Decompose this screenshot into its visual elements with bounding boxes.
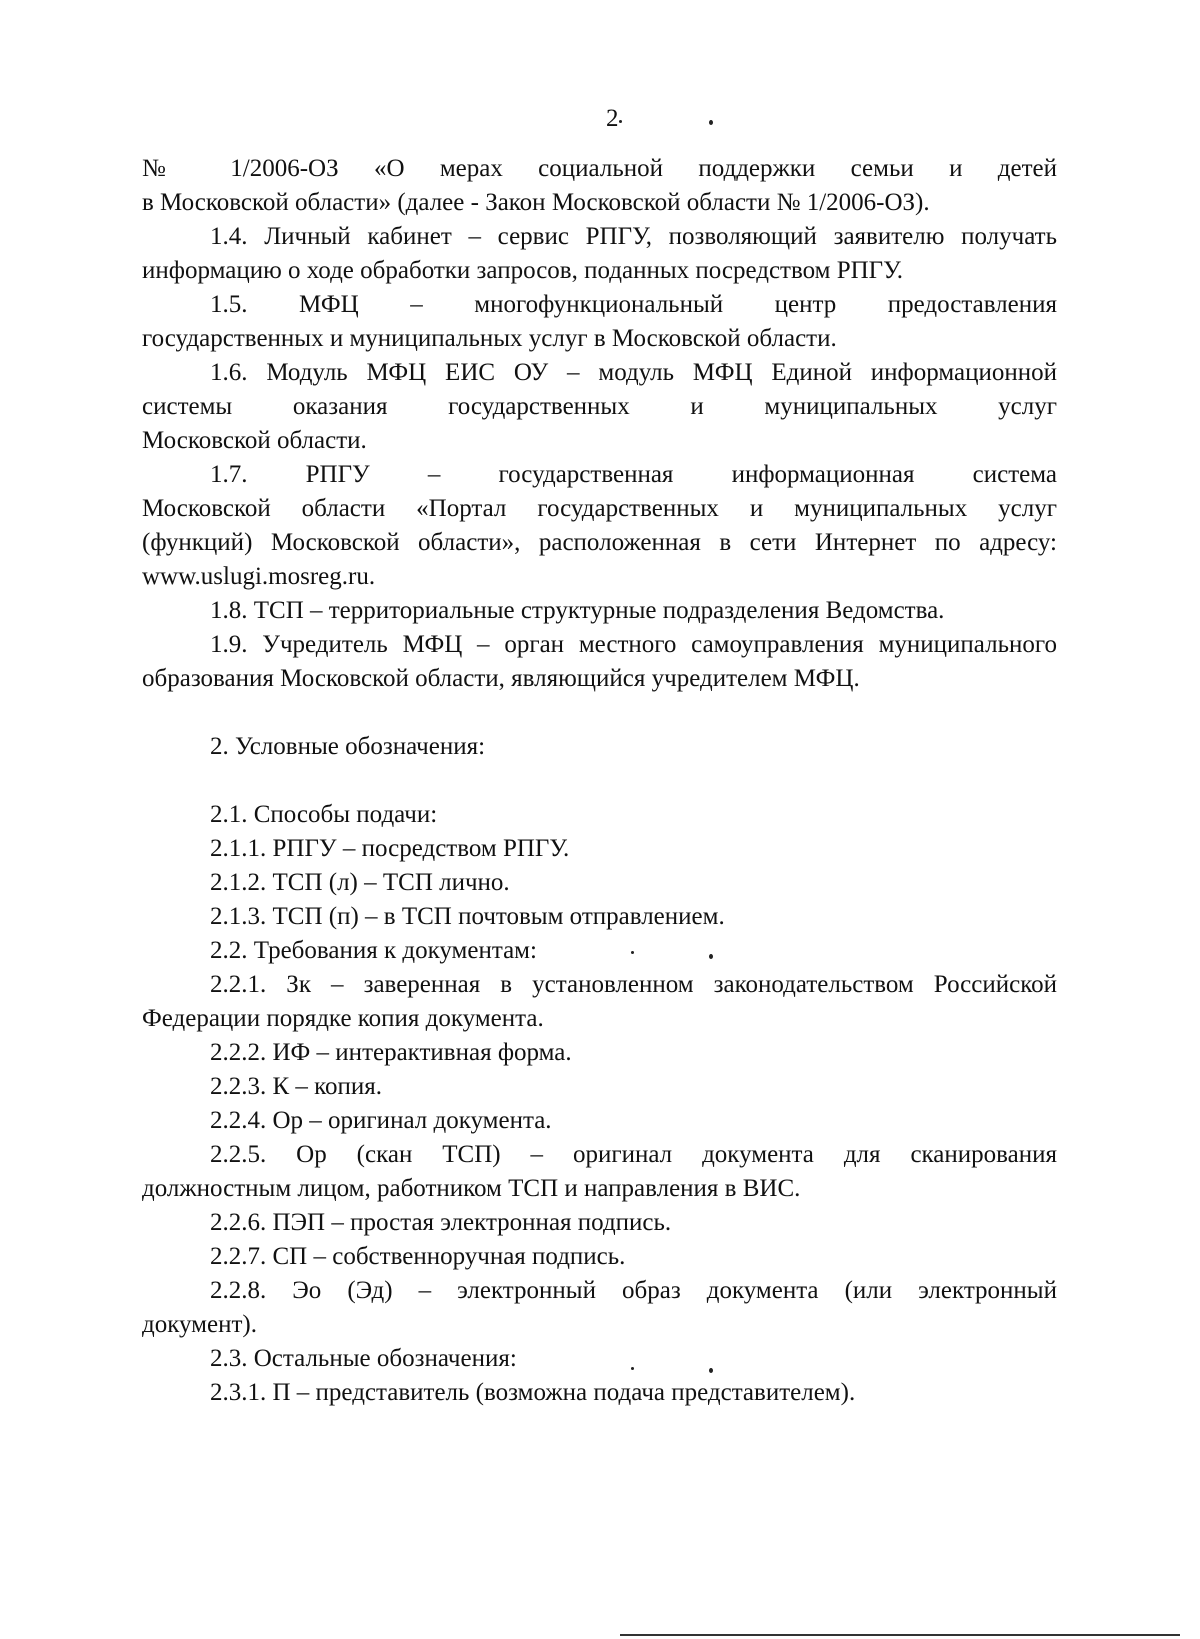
paragraph-1-6-line1: 1.6. Модуль МФЦ ЕИС ОУ – модуль МФЦ Единой информационной (210, 359, 1057, 386)
item-2-1: 2.1. Способы подачи: (210, 801, 438, 828)
paragraph-1-7-line2: Московской области «Портал государственных и муниципальных услуг (142, 495, 1057, 522)
item-2-3: 2.3. Остальные обозначения: (210, 1345, 517, 1372)
paragraph-1-4-line1: 1.4. Личный кабинет – сервис РПГУ, позволяющий заявителю получать (210, 223, 1057, 250)
item-2-2-1-line2: Федерации порядке копия документа. (142, 1005, 544, 1032)
item-2-1-1: 2.1.1. РПГУ – посредством РПГУ. (210, 835, 570, 862)
item-2-2-5-line1: 2.2.5. Ор (скан ТСП) – оригинал документа для сканирования (210, 1141, 1057, 1168)
paragraph-1-9-line1: 1.9. Учредитель МФЦ – орган местного самоуправления муниципального (210, 631, 1057, 658)
paragraph-law-ref-line2: в Московской области» (далее - Закон Московской области № 1/2006-ОЗ). (142, 189, 930, 216)
item-2-2-8-line1: 2.2.8. Эо (Эд) – электронный образ документа (или электронный (210, 1277, 1057, 1304)
item-2-1-2: 2.1.2. ТСП (л) – ТСП лично. (210, 869, 510, 896)
paragraph-1-6-line3: Московской области. (142, 427, 367, 454)
item-2-2-6: 2.2.6. ПЭП – простая электронная подпись. (210, 1209, 672, 1236)
section-2-heading: 2. Условные обозначения: (210, 733, 486, 760)
scan-speck (709, 1368, 713, 1373)
scan-speck (631, 951, 634, 954)
item-2-2-3: 2.2.3. К – копия. (210, 1073, 383, 1100)
paragraph-1-5-line1: 1.5. МФЦ – многофункциональный центр предоставления (210, 291, 1057, 318)
paragraph-1-4-line2: информацию о ходе обработки запросов, поданных посредством РПГУ. (142, 257, 903, 284)
paragraph-law-ref-line1: № 1/2006-ОЗ «О мерах социальной поддержки семьи и детей (142, 155, 1057, 182)
item-2-2-7: 2.2.7. СП – собственноручная подпись. (210, 1243, 626, 1270)
item-2-2-8-line2: документ). (142, 1311, 257, 1338)
item-2-1-3: 2.1.3. ТСП (п) – в ТСП почтовым отправлением. (210, 903, 725, 930)
scan-edge-line (620, 1634, 1180, 1636)
document-body (142, 152, 1057, 1410)
paragraph-1-9-line2: образования Московской области, являющийся учредителем МФЦ. (142, 665, 860, 692)
item-2-2-4: 2.2.4. Ор – оригинал документа. (210, 1107, 552, 1134)
item-2-2: 2.2. Требования к документам: (210, 937, 537, 964)
scan-speck (631, 1367, 634, 1370)
scan-speck (709, 954, 713, 959)
paragraph-1-7-line3: (функций) Московской области», расположенная в сети Интернет по адресу: (142, 529, 1057, 556)
scan-speck (619, 120, 622, 123)
paragraph-1-8: 1.8. ТСП – территориальные структурные подразделения Ведомства. (210, 597, 945, 624)
paragraph-1-5-line2: государственных и муниципальных услуг в Московской области. (142, 325, 837, 352)
scan-speck (709, 120, 713, 125)
item-2-2-1-line1: 2.2.1. Зк – заверенная в установленном законодательством Российской (210, 971, 1057, 998)
item-2-2-5-line2: должностным лицом, работником ТСП и направления в ВИС. (142, 1175, 801, 1202)
item-2-3-1: 2.3.1. П – представитель (возможна подача представителем). (210, 1379, 856, 1406)
paragraph-1-7-line1: 1.7. РПГУ – государственная информационная система (210, 461, 1057, 488)
paragraph-1-6-line2: системы оказания государственных и муниципальных услуг (142, 393, 1057, 420)
paragraph-1-7-line4: www.uslugi.mosreg.ru. (142, 563, 376, 590)
page-number: 2 (606, 105, 619, 132)
item-2-2-2: 2.2.2. ИФ – интерактивная форма. (210, 1039, 572, 1066)
